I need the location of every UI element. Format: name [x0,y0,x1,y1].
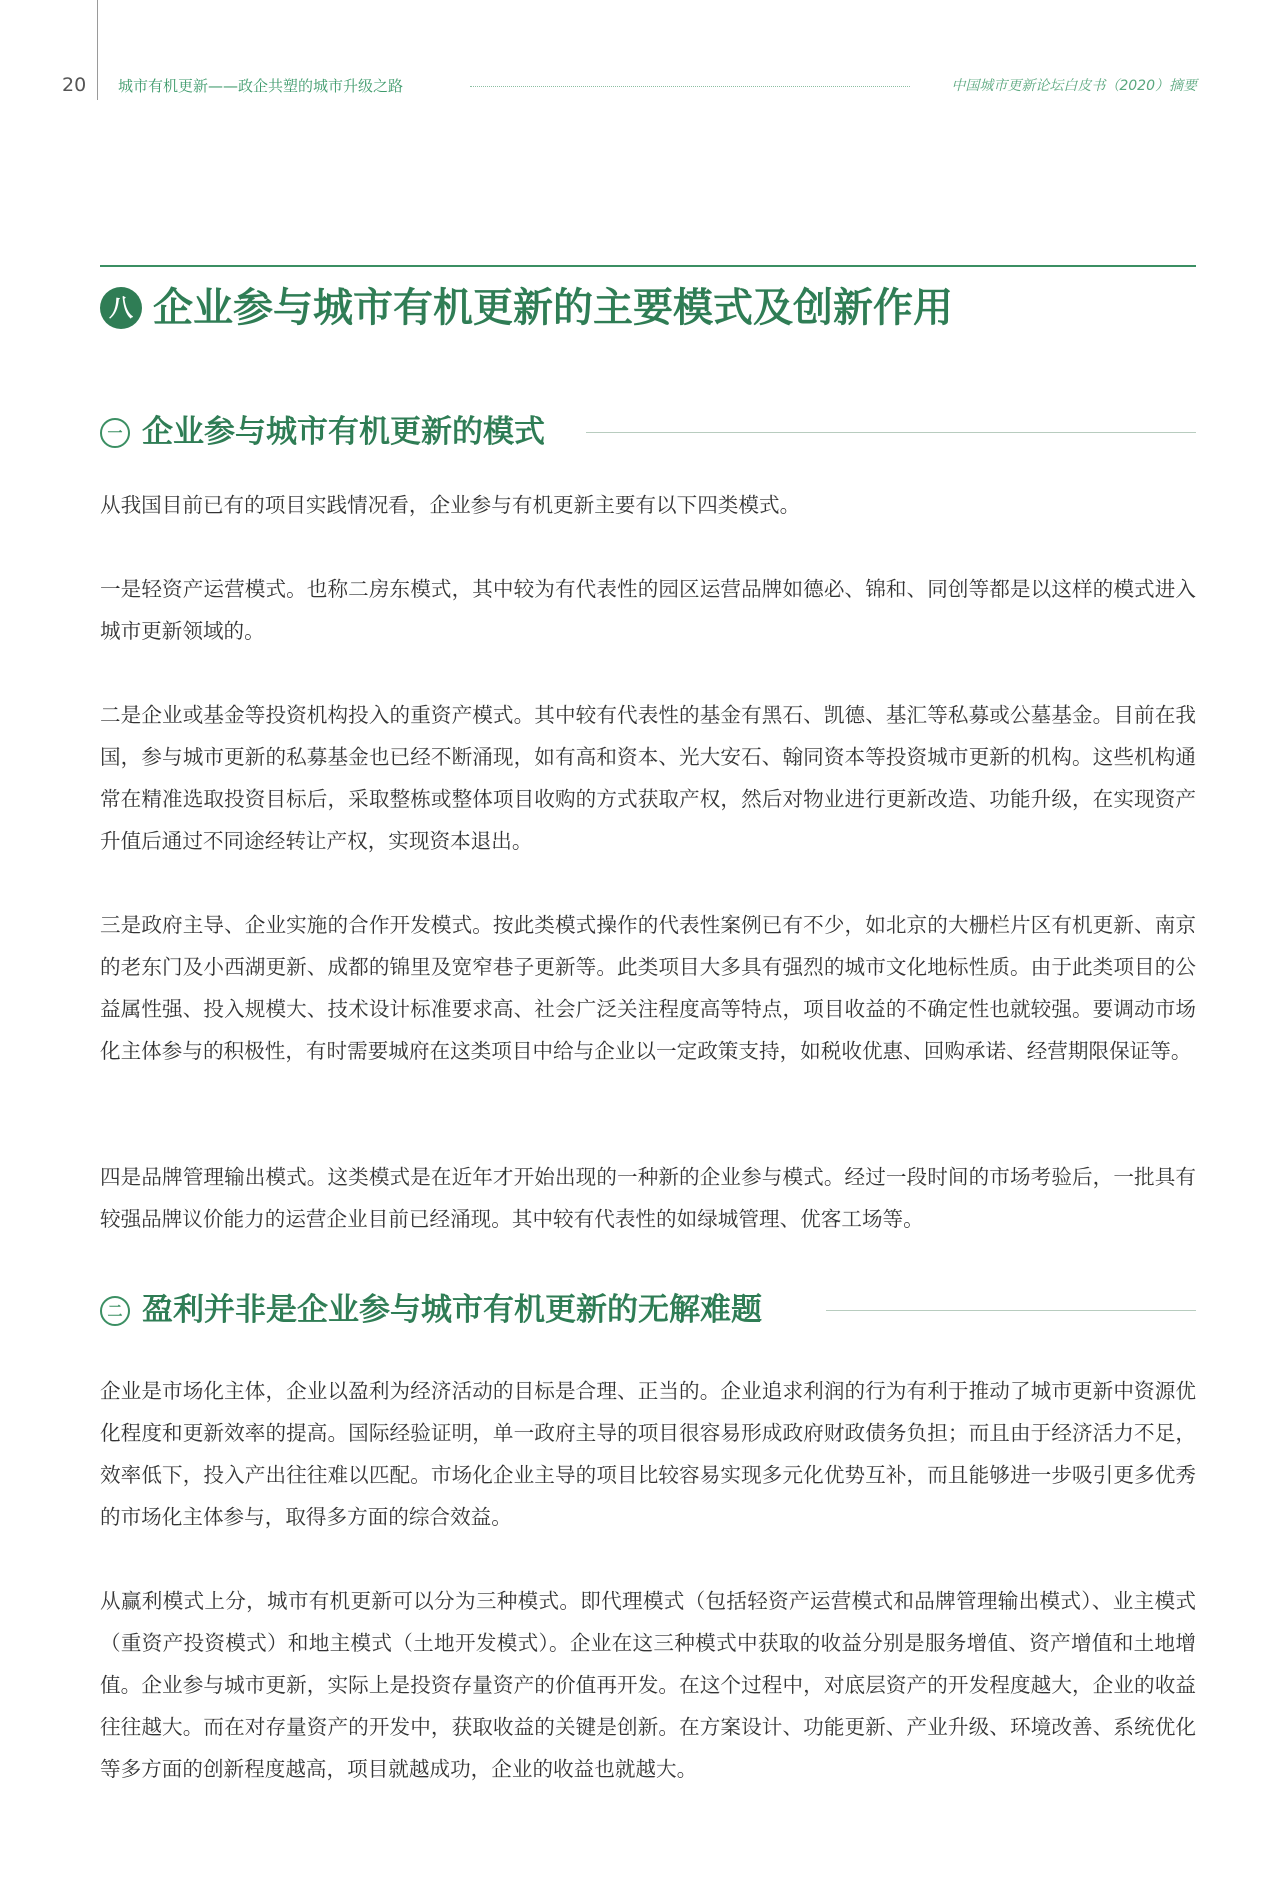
header-dotted-rule [470,86,910,87]
publication-title: 中国城市更新论坛白皮书（2020）摘要 [951,78,1197,94]
subsection-title: 企业参与城市有机更新的模式 [142,414,545,450]
paragraph: 二是企业或基金等投资机构投入的重资产模式。其中较有代表性的基金有黑石、凯德、基汇等私募或公墓基金。目前在我国，参与城市更新的私募基金也已经不断涌现，如有高和资本、光大安石、翰同资本等投资城市更新的机构。这些机构通常在精准选取投资目标后，采取整栋或整体项目收购的方式获取产权，然后对物业进行更新改造、功能升级，在实现资产升值后通过不同途经转让产权，实现资本退出。 [100,703,1196,853]
section-title: 企业参与城市有机更新的主要模式及创新作用 [153,285,953,331]
paragraph: 从我国目前已有的项目实践情况看，企业参与有机更新主要有以下四类模式。 [100,493,801,517]
subsection-heading-2 [100,1290,1196,1330]
subsection-title: 盈利并非是企业参与城市有机更新的无解难题 [142,1292,762,1328]
paragraph: 一是轻资产运营模式。也称二房东模式，其中较为有代表性的园区运营品牌如德必、锦和、同创等都是以这样的模式进入城市更新领域的。 [100,577,1196,643]
running-title: 城市有机更新——政企共塑的城市升级之路 [118,77,404,95]
paragraph: 企业是市场化主体，企业以盈利为经济活动的目标是合理、正当的。企业追求利润的行为有利于推动了城市更新中资源优化程度和更新效率的提高。国际经验证明，单一政府主导的项目很容易形成政府财政债务负担；而且由于经济活力不足，效率低下，投入产出往往难以匹配。市场化企业主导的项目比较容易实现多元化优势互补，而且能够进一步吸引更多优秀的市场化主体参与，取得多方面的综合效益。 [100,1379,1196,1529]
subsection-rule [826,1310,1196,1311]
header-divider [97,0,98,100]
paragraph: 三是政府主导、企业实施的合作开发模式。按此类模式操作的代表性案例已有不少，如北京的大栅栏片区有机更新、南京的老东门及小西湖更新、成都的锦里及宽窄巷子更新等。此类项目大多具有强烈的城市文化地标性质。由于此类项目的公益属性强、投入规模大、技术设计标准要求高、社会广泛关注程度高等特点，项目收益的不确定性也就较强。要调动市场化主体参与的积极性，有时需要城府在这类项目中给与企业以一定政策支持，如税收优惠、回购承诺、经营期限保证等。 [100,913,1196,1063]
paragraph: 从赢利模式上分，城市有机更新可以分为三种模式。即代理模式（包括轻资产运营模式和品牌管理输出模式）、业主模式（重资产投资模式）和地主模式（土地开发模式）。企业在这三种模式中获取的收益分别是服务增值、资产增值和土地增值。企业参与城市更新，实际上是投资存量资产的价值再开发。在这个过程中，对底层资产的开发程度越大，企业的收益往往越大。而在对存量资产的开发中，获取收益的关键是创新。在方案设计、功能更新、产业升级、环境改善、系统优化等多方面的创新程度越高，项目就越成功，企业的收益也就越大。 [100,1589,1196,1781]
subsection-number-badge: 二 [100,1296,130,1326]
paragraph: 四是品牌管理输出模式。这类模式是在近年才开始出现的一种新的企业参与模式。经过一段时间的市场考验后，一批具有较强品牌议价能力的运营企业目前已经涌现。其中较有代表性的如绿城管理、优客工场等。 [100,1165,1196,1231]
page-header [0,0,1280,110]
subsection-rule [586,432,1196,433]
page-number: 20 [62,74,87,96]
section-top-rule [100,265,1196,267]
subsection-heading-1 [100,412,1196,452]
subsection-number-badge: 一 [100,418,130,448]
section-number-badge: 八 [100,287,142,329]
